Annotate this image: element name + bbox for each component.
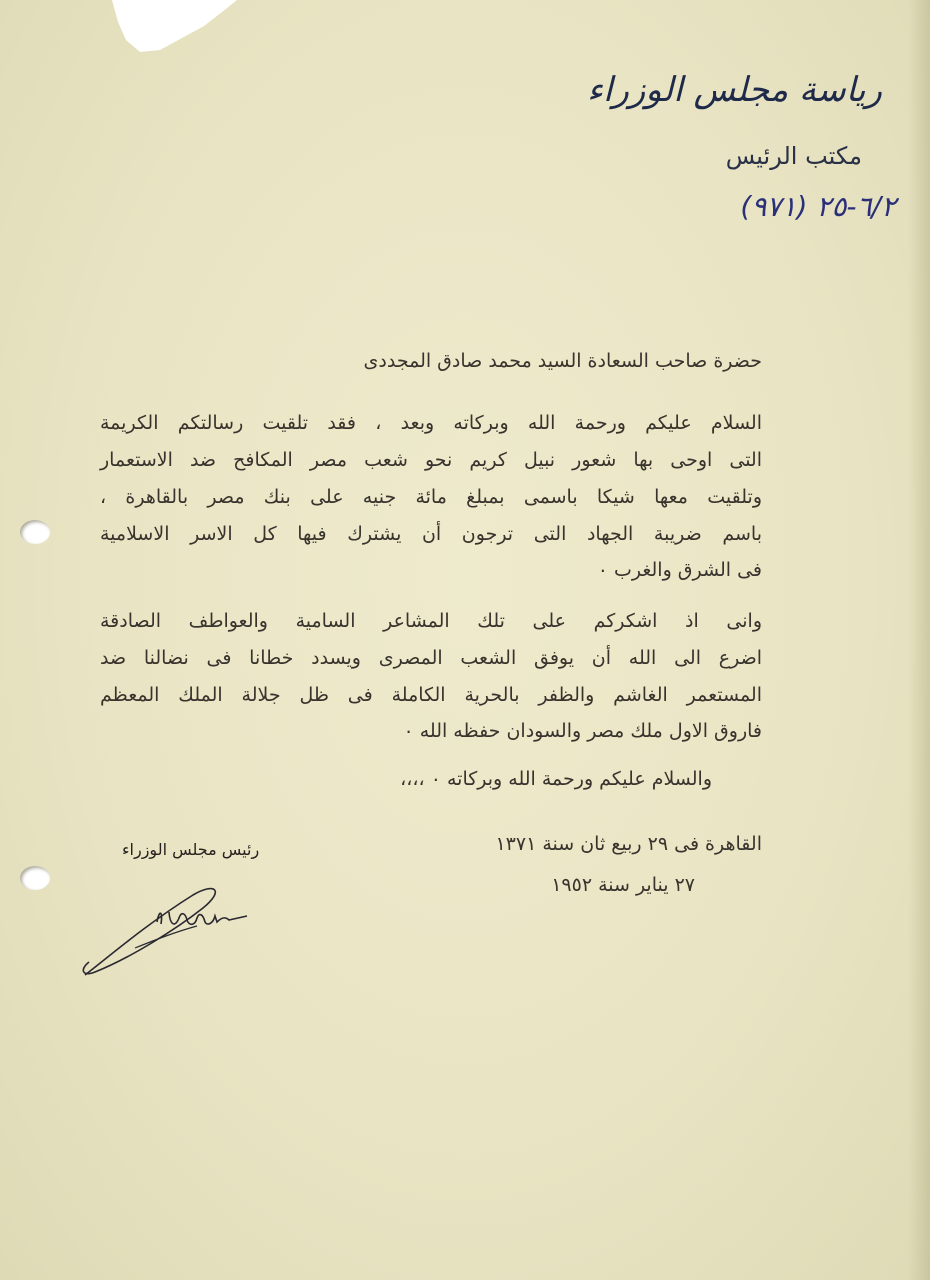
paragraph1-line: التى اوحى بها شعور نبيل كريم نحو شعب مصر المكافح ضد الاستعمار [100, 449, 762, 471]
date-hijri: القاهرة فى ٢٩ ربيع ثان سنة ١٣٧١ [495, 833, 762, 855]
paragraph2-line: اضرع الى الله أن يوفق الشعب المصرى ويسدد خطانا فى نضالنا ضد [100, 647, 762, 669]
paragraph1-line: باسم ضريبة الجهاد التى ترجون أن يشترك فيها كل الاسر الاسلامية [100, 523, 762, 545]
salutation: حضرة صاحب السعادة السيد محمد صادق المجددى [363, 350, 762, 372]
paragraph1-line: السلام عليكم ورحمة الله وبركاته وبعد ، فقد تلقيت رسالتكم الكريمة [100, 412, 762, 434]
punch-hole-lower [20, 866, 50, 890]
punch-hole-upper [20, 520, 50, 544]
letterhead-subtitle: مكتب الرئيس [725, 142, 862, 170]
paragraph2-line: فاروق الاول ملك مصر والسودان حفظه الله ٠ [403, 720, 762, 742]
paragraph2-line: وانى اذ اشكركم على تلك المشاعر السامية والعواطف الصادقة [100, 610, 762, 632]
paragraph2-line: المستعمر الغاشم والظفر بالحرية الكاملة فى ظل جلالة الملك المعظم [100, 684, 762, 706]
letter-body [100, 0, 762, 800]
paragraph1-line: فى الشرق والغرب ٠ [597, 559, 762, 581]
closing: والسلام عليكم ورحمة الله وبركاته ٠ ،،،، [400, 768, 712, 790]
letterhead-title: رياسة مجلس الوزراء [587, 70, 882, 110]
paper-edge-shadow [908, 0, 930, 1280]
signature [75, 870, 260, 985]
paragraph1-line: وتلقيت معها شيكا باسمى بمبلغ مائة جنيه على بنك مصر بالقاهرة ، [100, 486, 762, 508]
date-gregorian: ٢٧ يناير سنة ١٩٥٢ [551, 874, 695, 896]
signatory-title: رئيس مجلس الوزراء [122, 840, 260, 859]
reference-number: (٩٧١) ٦/٢-٢٥ [740, 190, 896, 223]
